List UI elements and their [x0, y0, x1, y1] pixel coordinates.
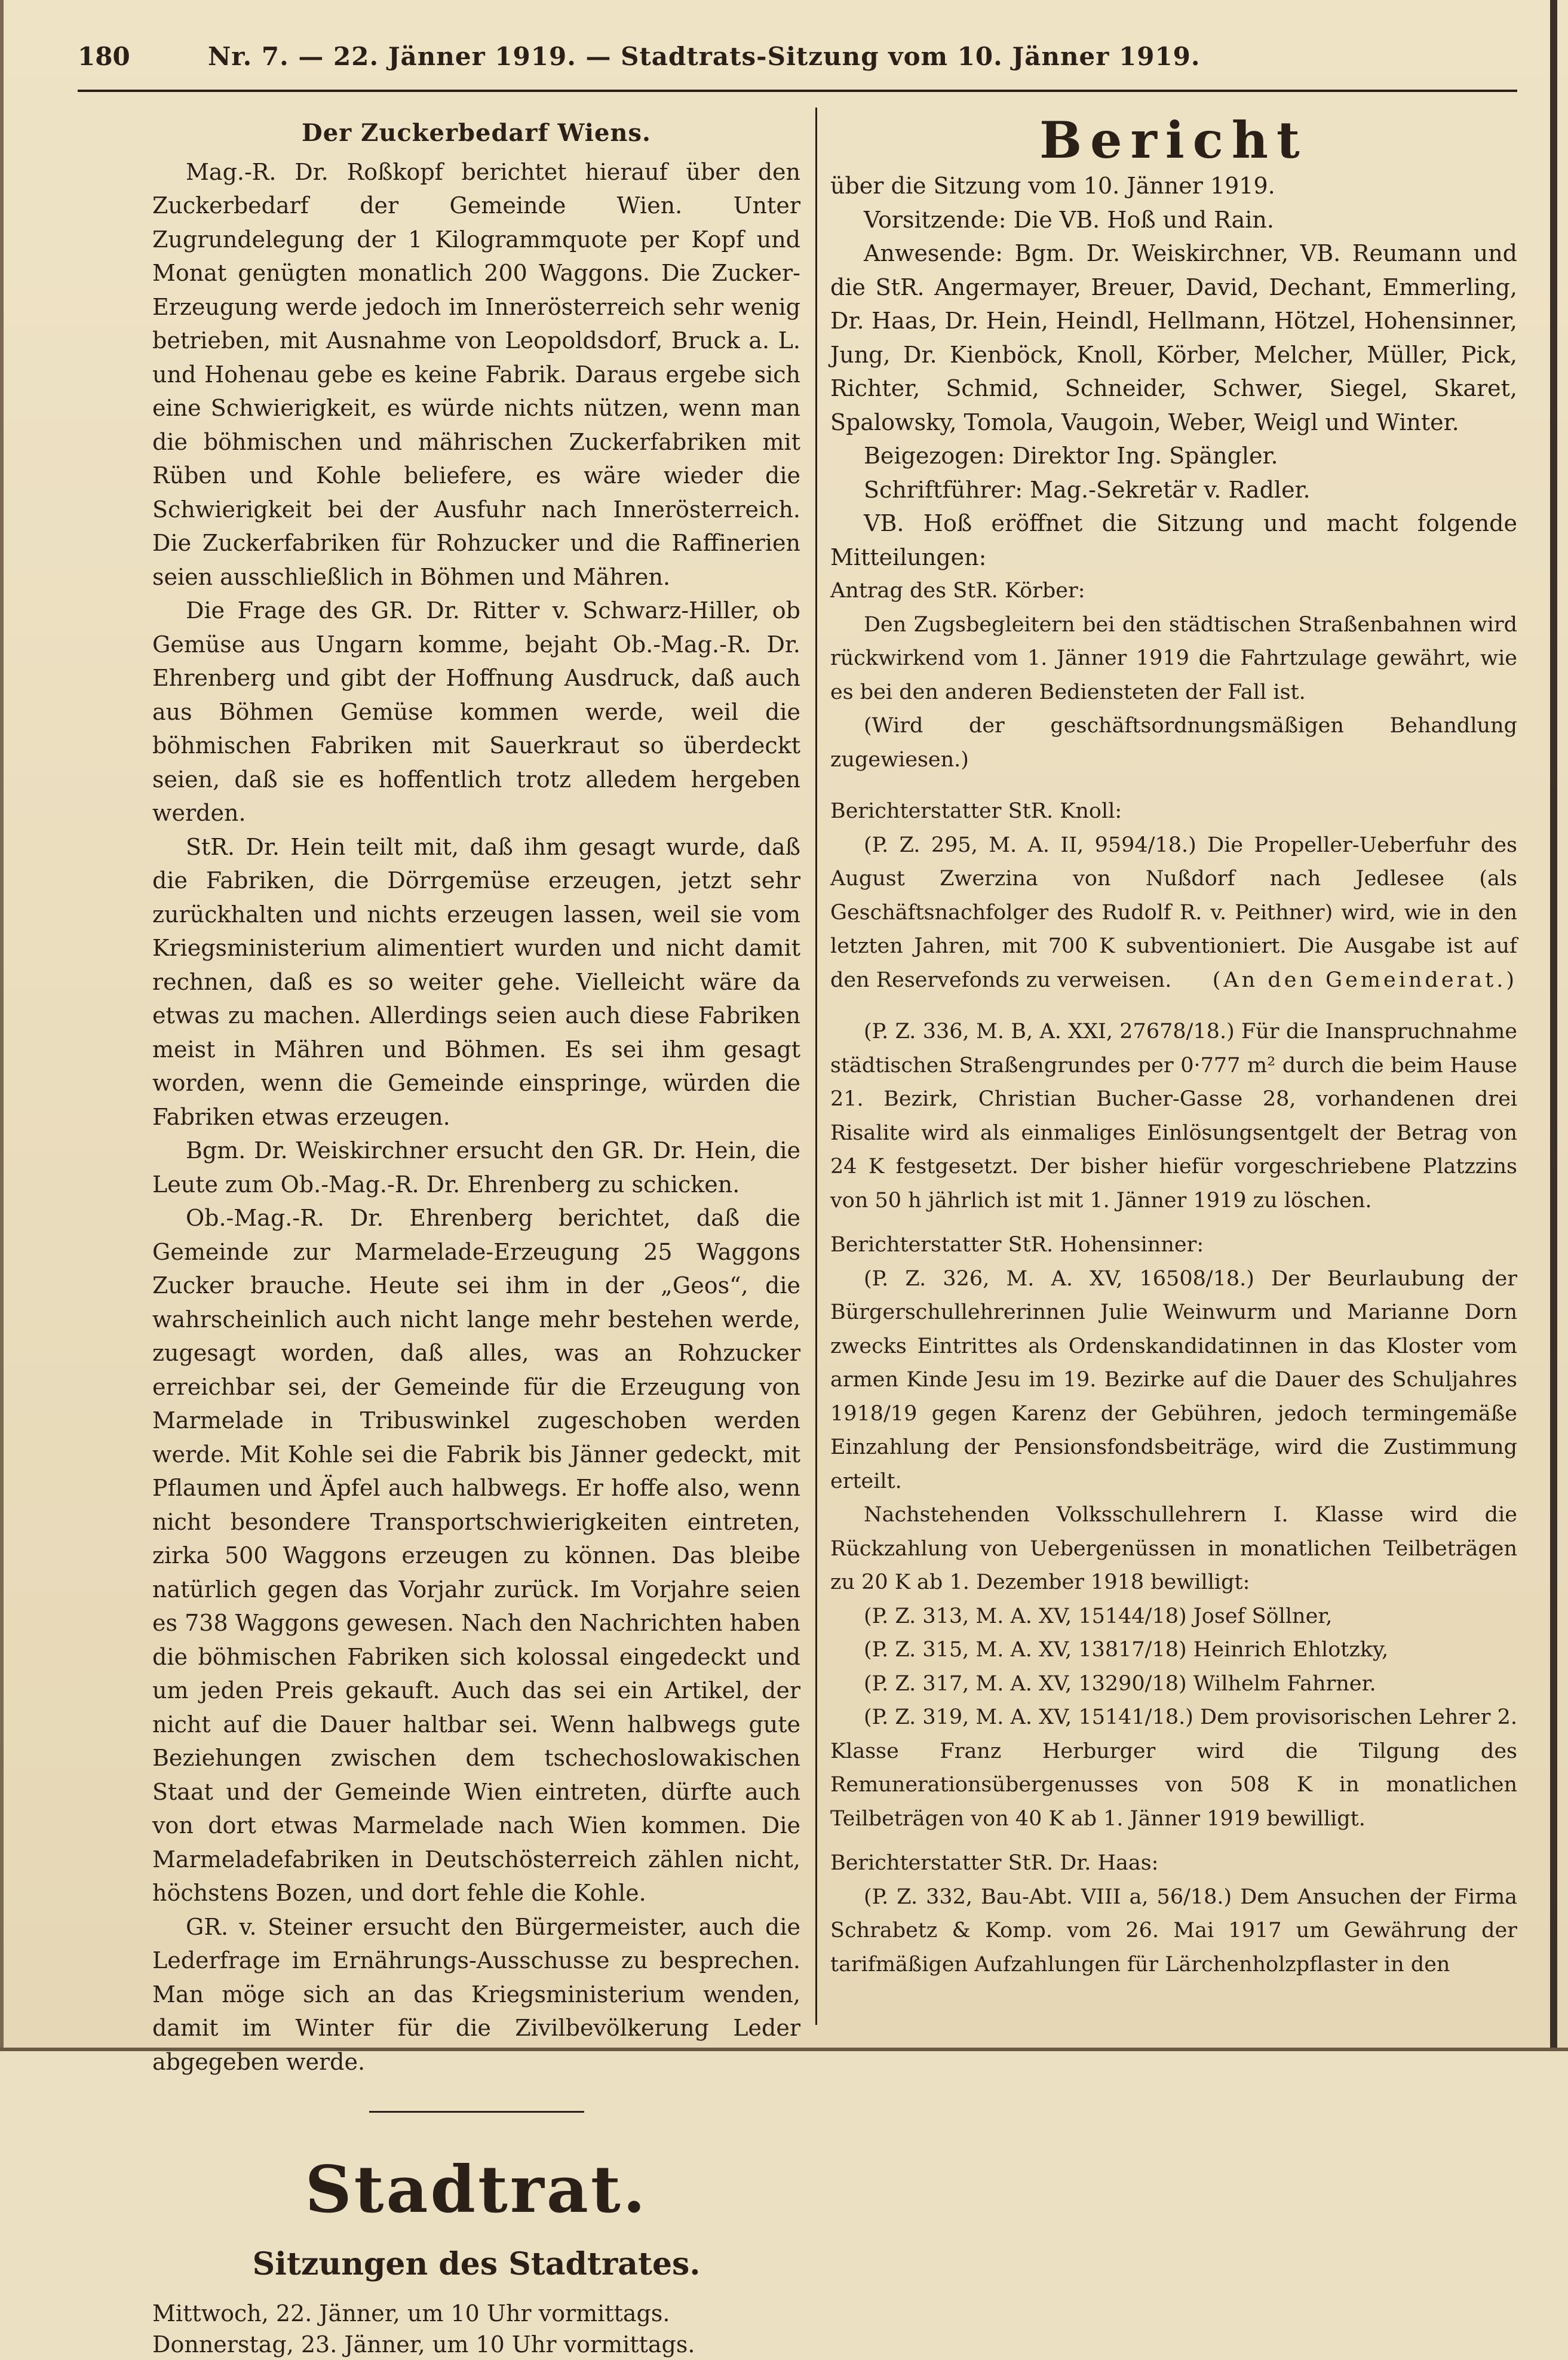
antrag-koerber-note: (Wird der geschäftsordnungsmäßigen Behandlung zugewiesen.)	[830, 714, 1517, 772]
zuckerbedarf-title: Der Zuckerbedarf Wiens.	[302, 119, 651, 147]
spacer	[830, 777, 1517, 794]
right-column	[830, 111, 1517, 1981]
hohensinner-item-319: (P. Z. 319, M. A. XV, 15141/18.) Dem provisorischen Lehrer 2. Klasse Franz Herburger wird die Tilgung des Remunerationsübergenusses von 508 K in monatlichen Teilbeträgen von 40 K ab 1. Jänner 1919 bewilligt.	[830, 1705, 1517, 1831]
hohensinner-list-315: (P. Z. 315, M. A. XV, 13817/18) Heinrich Ehlotzky,	[864, 1638, 1389, 1662]
vorsitzende-line: Vorsitzende: Die VB. Hoß und Rain.	[864, 206, 1274, 233]
spacer	[830, 1217, 1517, 1228]
sitzungen-heading: Sitzungen des Stadtrates.	[252, 2246, 701, 2282]
knoll-item-336: (P. Z. 336, M. B, A. XXI, 27678/18.) Für die Inanspruchnahme städtischen Straßengrundes per 0·777 m² durch die beim Hause 21. Bezirk, Christian Bucher-Gasse 28, vorhandenen drei Risalite wird als einmaliges Einlösungsentgelt der Betrag von 24 K festgesetzt. Der bisher hiefür vorgeschriebene Platzzins von 50 h jährlich ist mit 1. Jänner 1919 zu löschen.	[830, 1020, 1517, 1213]
spacer	[830, 1836, 1517, 1846]
schedule-thursday: Donnerstag, 23. Jänner, um 10 Uhr vormittags.	[152, 2331, 695, 2358]
schwarz-hiller-paragraph: Die Frage des GR. Dr. Ritter v. Schwarz-Hiller, ob Gemüse aus Ungarn komme, bejaht Ob.-Mag.-R. Dr. Ehrenberg und gibt der Hoffnung Ausdruck, daß auch aus Böhmen Gemüse kommen werde, weil die böhmischen Fabriken mit Sauerkraut so überdeckt seien, daß sie es hoffentlich trotz alledem hergeben werden.	[152, 597, 800, 826]
hohensinner-rueckzahlung: Nachstehenden Volksschullehrern I. Klasse wird die Rückzahlung von Uebergenüssen in monatlichen Teilbeträgen zu 20 K ab 1. Dezember 1918 bewilligt:	[830, 1503, 1517, 1594]
hohensinner-list-317: (P. Z. 317, M. A. XV, 13290/18) Wilhelm Fahrner.	[864, 1671, 1376, 1696]
antrag-koerber-text: Den Zugsbegleitern bei den städtischen Straßenbahnen wird rückwirkend vom 1. Jänner 1919 die Fahrtzulage gewährt, wie es bei den anderen Bediensteten der Fall ist.	[830, 612, 1517, 704]
roßkopf-paragraph: Mag.-R. Dr. Roßkopf berichtet hierauf über den Zuckerbedarf der Gemeinde Wien. Unter Zugrundelegung der 1 Kilogrammquote per Kopf und Monat genügten monatlich 200 Waggons. Die Zucker-Erzeugung werde jedoch im Innerösterreich sehr wenig betrieben, mit Ausnahme von Leopoldsdorf, Bruck a. L. und Hohenau gebe es keine Fabrik. Daraus ergebe sich eine Schwierigkeit, es würde nichts nützen, wenn man die böhmischen und mährischen Zuckerfabriken mit Rüben und Kohle beliefere, es wäre wieder die Schwierigkeit bei der Ausfuhr nach Innerösterreich. Die Zuckerfabriken für Rohzucker und die Raffinerien seien ausschließlich in Böhmen und Mähren.	[152, 158, 800, 590]
antrag-koerber-title: Antrag des StR. Körber:	[830, 579, 1085, 603]
hohensinner-list-313: (P. Z. 313, M. A. XV, 15144/18) Josef Söllner,	[864, 1604, 1333, 1628]
eroeffnung-paragraph: VB. Hoß eröffnet die Sitzung und macht folgende Mitteilungen:	[830, 510, 1517, 570]
bericht-heading: Bericht	[1039, 111, 1308, 170]
hohensinner-item-326: (P. Z. 326, M. A. XV, 16508/18.) Der Beurlaubung der Bürgerschullehrerinnen Julie Weinwurm und Marianne Dorn zwecks Eintrittes als Ordenskandidatinnen in das Kloster vom armen Kinde Jesu im 19. Bezirke auf die Dauer des Schuljahres 1918/19 gegen Karenz der Gebühren, jedoch termingemäße Einzahlung der Pensionsfondsbeiträge, wird die Zustimmung erteilt.	[830, 1266, 1517, 1493]
scan-edge-right	[1550, 0, 1557, 2051]
schriftfuehrer-line: Schriftführer: Mag.-Sekretär v. Radler.	[864, 476, 1311, 503]
hein-paragraph: StR. Dr. Hein teilt mit, daß ihm gesagt wurde, daß die Fabriken, die Dörrgemüse erzeugen, jetzt sehr zurückhalten und nichts erzeugen lassen, weil sie vom Kriegsministerium alimentiert wurden und nicht damit rechnen, daß es so weiter gehe. Vielleicht wäre da etwas zu machen. Allerdings seien auch diese Fabriken meist in Mähren und Böhmen. Es sei ihm gesagt worden, wenn die Gemeinde einspringe, würden die Fabriken etwas erzeugen.	[152, 833, 800, 1130]
knoll-item-295-referral: (An den Gemeinderat.)	[1212, 968, 1517, 992]
column-divider	[815, 108, 817, 2025]
page-number: 180	[78, 42, 130, 71]
stadtrat-heading: Stadtrat.	[305, 2152, 648, 2227]
knoll-item-295	[830, 828, 1517, 998]
header-rule	[78, 90, 1517, 92]
steiner-paragraph: GR. v. Steiner ersucht den Bürgermeister, auch die Lederfrage im Ernährungs-Ausschusse zu besprechen. Man möge sich an das Kriegsministerium wenden, damit im Winter für die Zivilbevölkerung Leder abgegeben werde.	[152, 1913, 800, 2075]
haas-item-332: (P. Z. 332, Bau-Abt. VIII a, 56/18.) Dem Ansuchen der Firma Schrabetz & Komp. vom 26. Mai 1917 um Gewährung der tarifmäßigen Aufzahlungen für Lärchenholzpflaster in den	[830, 1885, 1517, 1977]
scan-edge-left	[0, 0, 4, 2051]
page-header	[78, 36, 1475, 78]
schedule-wednesday: Mittwoch, 22. Jänner, um 10 Uhr vormittags.	[152, 2300, 670, 2327]
hohensinner-title: Berichterstatter StR. Hohensinner:	[830, 1233, 1204, 1257]
weiskirchner-paragraph: Bgm. Dr. Weiskirchner ersucht den GR. Dr. Hein, die Leute zum Ob.-Mag.-R. Dr. Ehrenberg zu schicken.	[152, 1137, 800, 1198]
ehrenberg-paragraph: Ob.-Mag.-R. Dr. Ehrenberg berichtet, daß die Gemeinde zur Marmelade-Erzeugung 25 Waggons Zucker brauche. Heute sei ihm in der „Geos“, die wahrscheinlich auch nicht lange mehr bestehen werde, zugesagt worden, daß alles, was an Rohzucker erreichbar sei, der Gemeinde für die Erzeugung von Marmelade in Tribuswinkel zugeschoben werden werde. Mit Kohle sei die Fabrik bis Jänner gedeckt, mit Pflaumen und Äpfel auch halbwegs. Er hoffe also, wenn nicht besondere Transportschwierigkeiten eintreten, zirka 500 Waggons erzeugen zu können. Das bleibe natürlich gegen das Vorjahr zurück. Im Vorjahre seien es 738 Waggons gewesen. Nach den Nachrichten haben die böhmischen Fabriken sich kolossal eingedeckt und um jeden Preis gekauft. Auch das sei ein Artikel, der nicht auf die Dauer haltbar sei. Wenn halbwegs gute Beziehungen zwischen dem tschechoslowakischen Staat und der Gemeinde Wien eintreten, dürfte auch von dort etwas Marmelade nach Wien kommen. Die Marmeladefabriken in Deutschösterreich zählen nicht, höchstens Bozen, und dort fehle die Kohle.	[152, 1205, 800, 1906]
knoll-title: Berichterstatter StR. Knoll:	[830, 799, 1122, 823]
section-separator	[369, 2111, 584, 2113]
knoll-item-295-text: (P. Z. 295, M. A. II, 9594/18.) Die Propeller-Ueberfuhr des August Zwerzina von Nußdorf nach Jedlesee (als Geschäftsnachfolger des Rudolf R. v. Peithner) wird, wie in den letzten Jahren, mit 700 K subventioniert. Die Ausgabe ist auf den Reservefonds zu verweisen.	[830, 833, 1517, 992]
beigezogen-line: Beigezogen: Direktor Ing. Spängler.	[864, 443, 1278, 469]
left-column	[152, 116, 800, 2360]
haas-title: Berichterstatter StR. Dr. Haas:	[830, 1851, 1159, 1875]
bericht-subtitle: über die Sitzung vom 10. Jänner 1919.	[830, 173, 1275, 199]
anwesende-paragraph: Anwesende: Bgm. Dr. Weiskirchner, VB. Reumann und die StR. Angermayer, Breuer, David, Dechant, Emmerling, Dr. Haas, Dr. Hein, Heindl, Hellmann, Hötzel, Hohensinner, Jung, Dr. Kienböck, Knoll, Körber, Melcher, Müller, Pick, Richter, Schmid, Schneider, Schwer, Siegel, Skaret, Spalowsky, Tomola, Vaugoin, Weber, Weigl und Winter.	[830, 240, 1517, 435]
spacer	[830, 997, 1517, 1015]
running-head: Nr. 7. — 22. Jänner 1919. — Stadtrats-Sitzung vom 10. Jänner 1919.	[208, 42, 1201, 71]
